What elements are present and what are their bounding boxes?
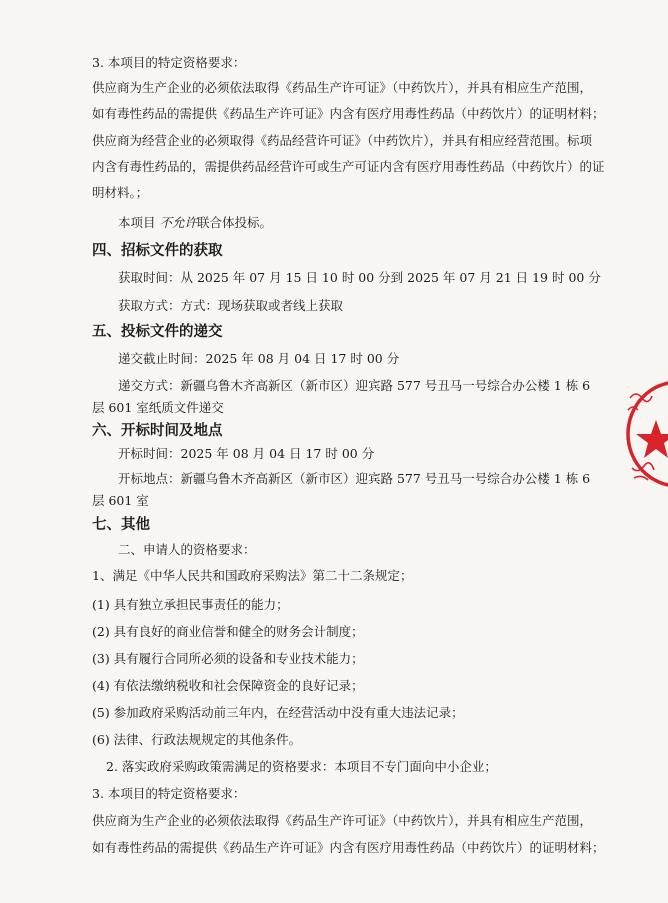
acquire-method: 获取方式：方式：现场获取或者线上获取 — [118, 298, 344, 313]
qualification-item: 1、满足《中华人民共和国政府采购法》第二十二条规定； — [92, 568, 413, 583]
section-heading: 五、投标文件的递交 — [92, 324, 223, 340]
condition-item: (6) 法律、行政法规规定的其他条件。 — [92, 732, 302, 747]
consortium-suffix: 联合体投标。 — [197, 215, 273, 230]
submission-method-cont: 层 601 室纸质文件递交 — [92, 400, 224, 415]
opening-place-cont: 层 601 室 — [92, 493, 149, 508]
condition-item: (2) 具有良好的商业信誉和健全的财务会计制度； — [92, 624, 364, 639]
requirements-line: 明材料。； — [92, 185, 149, 200]
qualification-item: 3. 本项目的特定资格要求： — [92, 786, 246, 801]
seal-star — [636, 420, 668, 458]
requirements-line: 内含有毒性药品的，需提供药品经营许可或生产可证内含有医疗用毒性药品（中药饮片）的证 — [92, 159, 605, 174]
submission-method: 递交方式：新疆乌鲁木齐高新区（新市区）迎宾路 577 号丑马一号综合办公楼 1 栋 6 — [118, 378, 591, 393]
requirements-title: 3. 本项目的特定资格要求： — [92, 55, 246, 70]
requirements-line: 供应商为经营企业的必须取得《药品经营许可证》（中药饮片），并具有相应经营范围。标项 — [92, 133, 593, 148]
section-heading: 四、招标文件的获取 — [92, 243, 223, 259]
qualification-item: 2. 落实政府采购政策需满足的资格要求：本项目不专门面向中小企业； — [106, 759, 497, 774]
condition-item: (5) 参加政府采购活动前三年内，在经营活动中没有重大违法记录； — [92, 705, 464, 720]
requirements-line: 如有毒性药品的需提供《药品生产许可证》内含有医疗用毒性药品（中药饮片）的证明材料； — [92, 106, 605, 121]
section-heading: 七、其他 — [92, 517, 150, 533]
section-heading: 六、开标时间及地点 — [92, 423, 223, 439]
condition-item: (3) 具有履行合同所必须的设备和专业技术能力； — [92, 651, 364, 666]
requirements-line: 供应商为生产企业的必须依法取得《药品生产许可证》（中药饮片），并具有相应生产范围， — [92, 813, 593, 828]
condition-item: (4) 有依法缴纳税收和社会保障资金的良好记录； — [92, 678, 364, 693]
opening-time: 开标时间：2025 年 08 月 04 日 17 时 00 分 — [118, 446, 375, 461]
submission-deadline: 递交截止时间：2025 年 08 月 04 日 17 时 00 分 — [118, 351, 400, 366]
subsection-title: 二、申请人的资格要求： — [118, 542, 256, 557]
condition-item: (1) 具有独立承担民事责任的能力； — [92, 597, 289, 612]
consortium-prefix: 本项目 — [118, 215, 160, 230]
acquire-time: 获取时间：从 2025 年 07 月 15 日 10 时 00 分到 2025 年 07 月 21 日 19 时 00 分 — [118, 270, 601, 285]
opening-place: 开标地点：新疆乌鲁木齐高新区（新市区）迎宾路 577 号丑马一号综合办公楼 1 栋 6 — [118, 471, 591, 486]
requirements-line: 供应商为生产企业的必须依法取得《药品生产许可证》（中药饮片），并具有相应生产范围， — [92, 80, 593, 95]
requirements-line: 如有毒性药品的需提供《药品生产许可证》内含有医疗用毒性药品（中药饮片）的证明材料； — [92, 840, 605, 855]
consortium-statement — [118, 213, 272, 233]
consortium-emphasis: 不允许 — [159, 215, 197, 230]
official-seal-stamp — [622, 378, 668, 490]
